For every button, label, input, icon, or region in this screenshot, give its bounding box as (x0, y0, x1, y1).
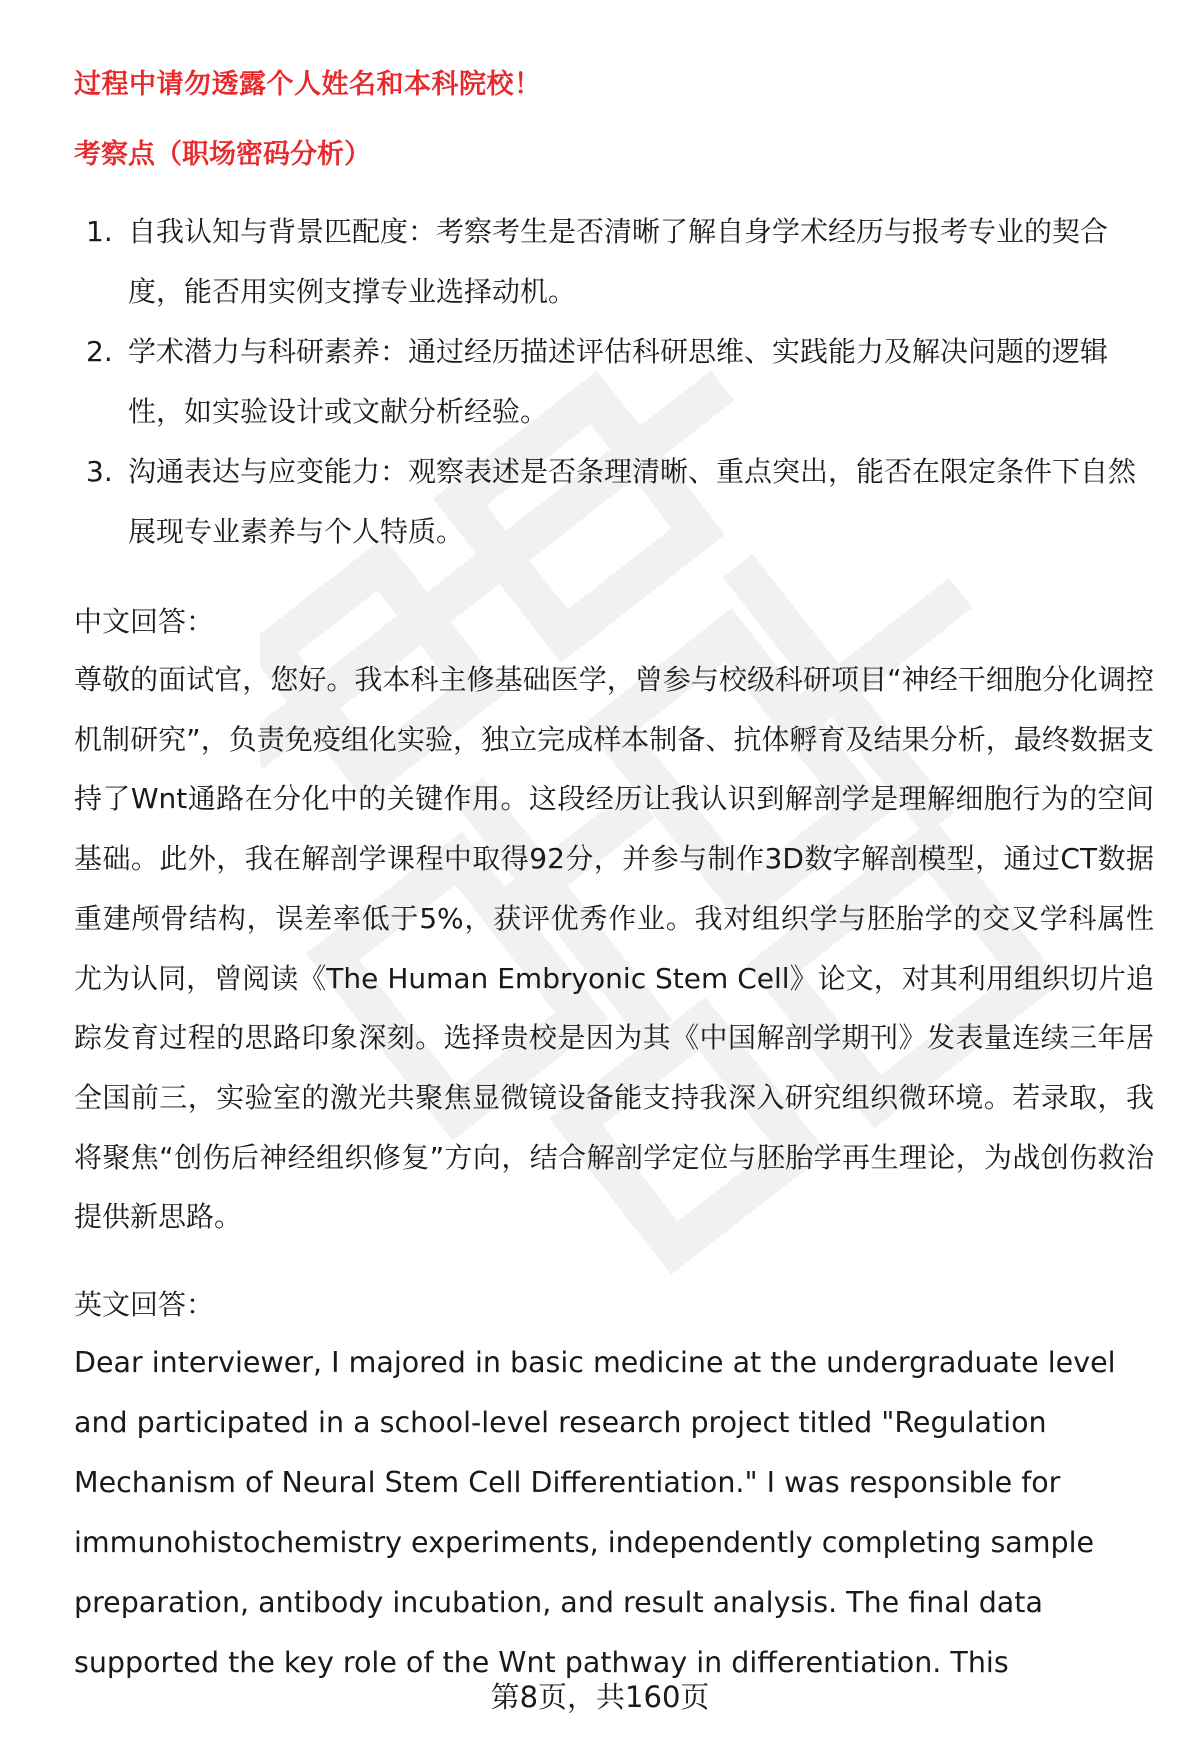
list-item (74, 442, 1154, 562)
point-text: 自我认知与背景匹配度：考察考生是否清晰了解自身学术经历与报考专业的契合度，能否用实例支撑专业选择动机。 (128, 215, 1109, 308)
chinese-answer-label: 中文回答： (74, 605, 215, 638)
chinese-answer-text: 尊敬的面试官，您好。我本科主修基础医学，曾参与校级科研项目“神经干细胞分化调控机制研究”，负责免疫组化实验，独立完成样本制备、抗体孵育及结果分析，最终数据支持了Wnt通路在分化中的关键作用。这段经历让我认识到解剖学是理解细胞行为的空间基础。此外，我在解剖学课程中取得92分，并参与制作3D数字解剖模型，通过CT数据重建颅骨结构，误差率低于5%，获评优秀作业。我对组织学与胚胎学的交叉学科属性尤为认同，曾阅读《The Human Embryonic Stem Cell》论文，对其利用组织切片追踪发育过程的思路印象深刻。选择贵校是因为其《中国解剖学期刊》发表量连续三年居全国前三，实验室的激光共聚焦显微镜设备能支持我深入研究组织微环境。若录取，我将聚焦“创伤后神经组织修复”方向，结合解剖学定位与胚胎学再生理论，为战创伤救治提供新思路。 (74, 663, 1154, 1234)
list-number: 3. (86, 455, 113, 488)
english-answer-label: 英文回答： (74, 1288, 215, 1321)
english-line: Mechanism of Neural Stem Cell Differentiation." I was responsible for (74, 1466, 1061, 1499)
english-line: and participated in a school-level research project titled "Regulation (74, 1406, 1047, 1439)
privacy-warning: 过程中请勿透露个人姓名和本科院校！ (74, 69, 542, 100)
english-line: preparation, antibody incubation, and result analysis. The final data (74, 1586, 1043, 1619)
point-text: 沟通表达与应变能力：观察表述是否条理清晰、重点突出，能否在限定条件下自然展现专业素养与个人特质。 (128, 455, 1137, 548)
point-text: 学术潜力与科研素养：通过经历描述评估科研思维、实践能力及解决问题的逻辑性，如实验设计或文献分析经验。 (128, 335, 1109, 428)
list-item (74, 202, 1154, 322)
section-title: 考察点（职场密码分析） (74, 139, 371, 170)
english-answer-text (74, 1333, 1154, 1693)
english-line: supported the key role of the Wnt pathway in differentiation. This (74, 1646, 1009, 1679)
page-number-footer: 第8页，共160页 (490, 1680, 710, 1714)
list-number: 1. (86, 215, 113, 248)
english-line: immunohistochemistry experiments, independently completing sample (74, 1526, 1095, 1559)
assessment-points-list (74, 202, 1154, 562)
list-number: 2. (86, 335, 113, 368)
list-item (74, 322, 1154, 442)
english-line: Dear interviewer, I majored in basic medicine at the undergraduate level (74, 1346, 1116, 1379)
